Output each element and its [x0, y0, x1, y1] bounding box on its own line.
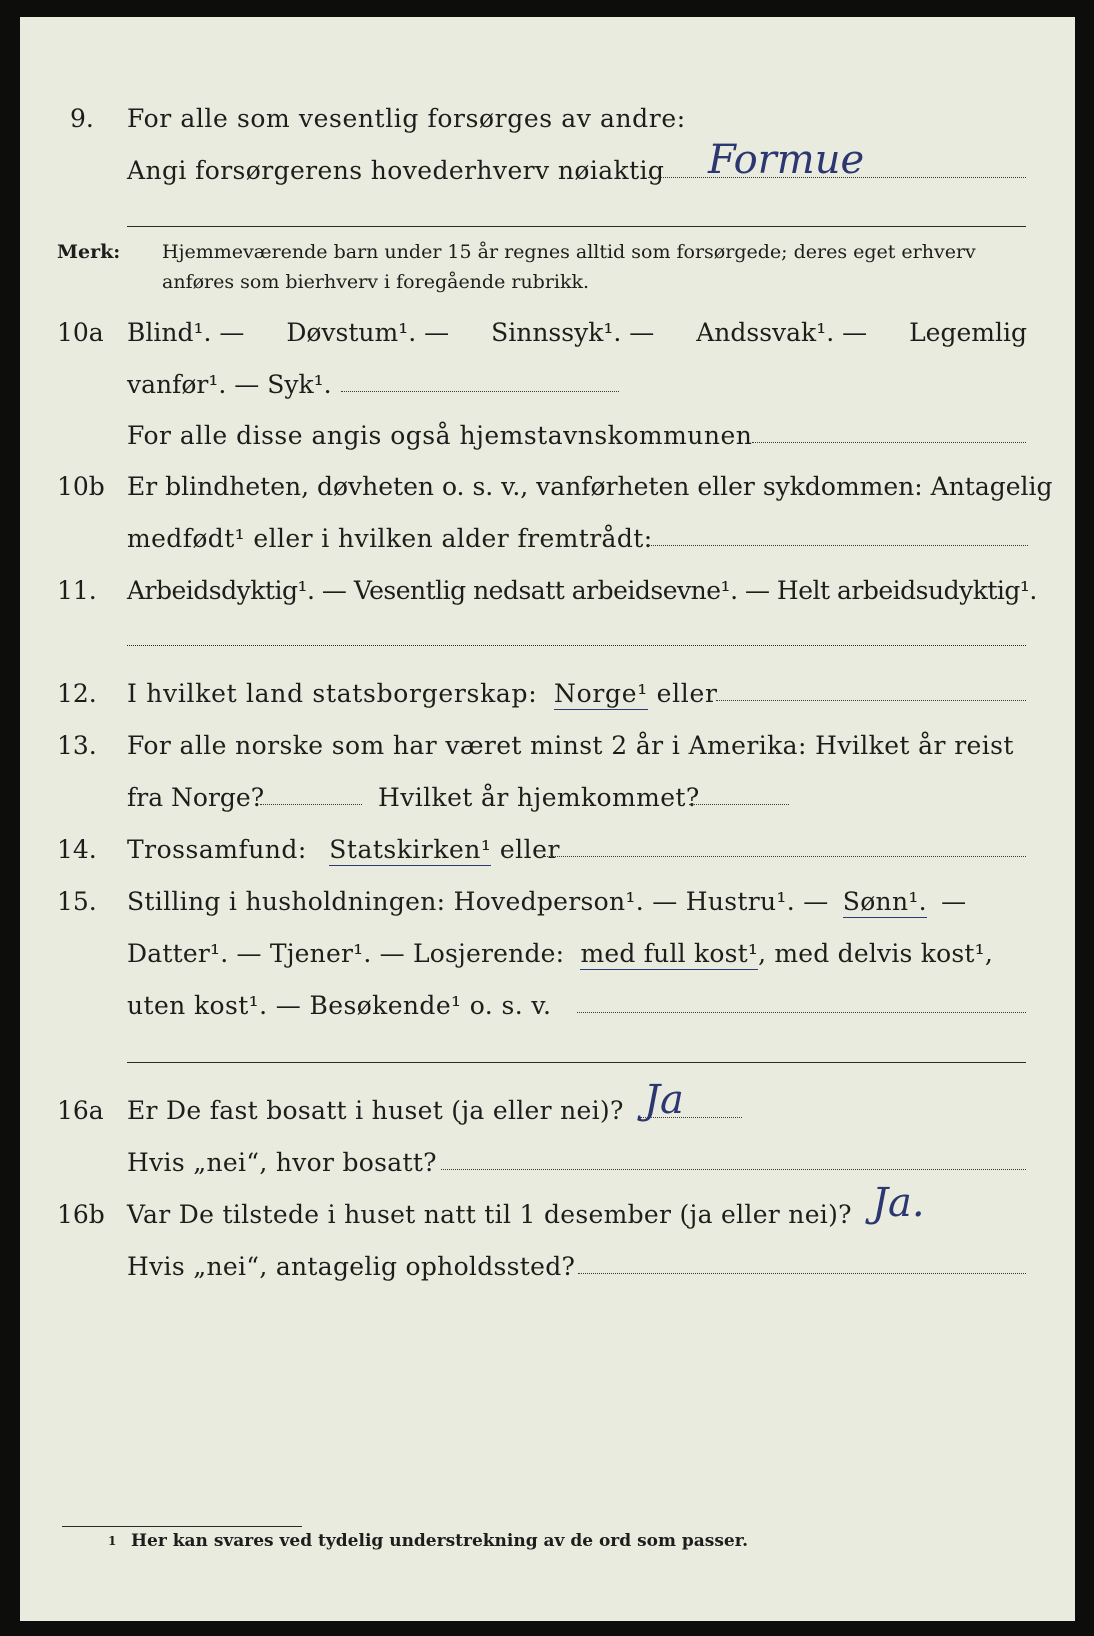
q14-statskirken: Statskirken¹: [329, 835, 492, 864]
q15-line1: [127, 889, 966, 914]
q16b-number: 16b: [57, 1200, 105, 1229]
q15-number: 15.: [57, 887, 97, 916]
q16a-answer: Ja: [644, 1077, 684, 1123]
q16a-bosatt-line: [441, 1169, 1026, 1170]
footnote-rule: [62, 1526, 302, 1527]
footnote-text: Her kan svares ved tydelig understrekning av de ord som passer.: [131, 1531, 749, 1551]
merk-line1: Hjemmeværende barn under 15 år regnes alltid som forsørgede; deres eget erhverv: [162, 241, 976, 263]
q12-other-line: [716, 700, 1026, 701]
q14-line: [127, 837, 560, 862]
q13-hjemkommet-line: [689, 804, 789, 805]
q9-answer: Formue: [708, 137, 865, 183]
q10a-line1: [127, 320, 1027, 345]
q16b-opholdssted-line: [578, 1273, 1026, 1274]
merk-label: Merk:: [57, 241, 121, 263]
q15-line1b: —: [941, 887, 967, 916]
q11-rule: [127, 645, 1026, 646]
q12-norge: Norge¹: [554, 679, 648, 708]
q10a-dovstum: Døvstum¹. —: [286, 318, 450, 347]
q15-line2b: , med delvis kost¹,: [758, 939, 993, 968]
q10b-line1: Er blindheten, døvheten o. s. v., vanførheten eller sykdommen: Antagelig: [127, 472, 1053, 501]
q13-line1: For alle norske som har været minst 2 år i Amerika: Hvilket år reist: [127, 731, 1014, 760]
q15-line2: [127, 941, 993, 966]
q16a-line1: Er De fast bosatt i huset (ja eller nei)?: [127, 1096, 624, 1125]
q10a-blind: Blind¹. —: [127, 318, 245, 347]
q14-number: 14.: [57, 835, 97, 864]
q10a-sinnssyk: Sinnssyk¹. —: [491, 318, 655, 347]
q12-number: 12.: [57, 679, 97, 708]
q16a-number: 16a: [57, 1096, 104, 1125]
q15-line1a: Stilling i husholdningen: Hovedperson¹. — Hustru¹. —: [127, 887, 829, 916]
q12-suffix: eller: [656, 679, 718, 708]
q15-full-kost: med full kost¹: [580, 939, 759, 968]
q10a-syk-line: [341, 391, 619, 392]
q10a-legemlig: Legemlig: [909, 318, 1027, 347]
q9-number: 9.: [70, 104, 94, 133]
q10b-alder-line: [648, 545, 1028, 546]
q12-prefix: I hvilket land statsborgerskap:: [127, 679, 538, 708]
q13-number: 13.: [57, 731, 97, 760]
q12-line: [127, 681, 718, 706]
q9-line2: Angi forsørgerens hovederhverv nøiaktig: [127, 156, 665, 185]
q14-other-line: [544, 856, 1026, 857]
q13-line2a: fra Norge?: [127, 783, 265, 812]
q9-line1: For alle som vesentlig forsørges av andre:: [127, 104, 686, 133]
q15-sonn: Sønn¹.: [842, 887, 927, 916]
q14-suffix: eller: [499, 835, 560, 864]
q16b-line1: Var De tilstede i huset natt til 1 desember (ja eller nei)?: [127, 1200, 852, 1229]
q10a-hjemstavn-line: [752, 442, 1026, 443]
q16a-line2: Hvis „nei“, hvor bosatt?: [127, 1148, 437, 1177]
q15-line2a: Datter¹. — Tjener¹. — Losjerende:: [127, 939, 565, 968]
q15-rule: [127, 1062, 1026, 1063]
q13-reist-line: [260, 804, 362, 805]
q13-line2b: Hvilket år hjemkommet?: [378, 783, 700, 812]
q10a-number: 10a: [57, 318, 104, 347]
q11-line1: Arbeidsdyktig¹. — Vesentlig nedsatt arbeidsevne¹. — Helt arbeidsudyktig¹.: [127, 576, 1037, 605]
q10b-number: 10b: [57, 472, 105, 501]
q10a-line2: vanfør¹. — Syk¹.: [127, 370, 332, 399]
q16b-answer: Ja.: [872, 1180, 925, 1226]
merk-line2: anføres som bierhverv i foregående rubrikk.: [162, 271, 590, 293]
footnote-mark: 1: [108, 1534, 117, 1548]
q10a-line3: For alle disse angis også hjemstavnskommunen: [127, 421, 753, 450]
q10a-andssvak: Andssvak¹. —: [696, 318, 868, 347]
q11-number: 11.: [57, 576, 97, 605]
q16b-line2: Hvis „nei“, antagelig opholdssted?: [127, 1252, 576, 1281]
q9-rule: [127, 226, 1026, 227]
q15-line3: uten kost¹. — Besøkende¹ o. s. v.: [127, 991, 552, 1020]
q15-other-line: [577, 1012, 1026, 1013]
q10b-line2: medfødt¹ eller i hvilken alder fremtrådt:: [127, 524, 653, 553]
q14-prefix: Trossamfund:: [127, 835, 307, 864]
